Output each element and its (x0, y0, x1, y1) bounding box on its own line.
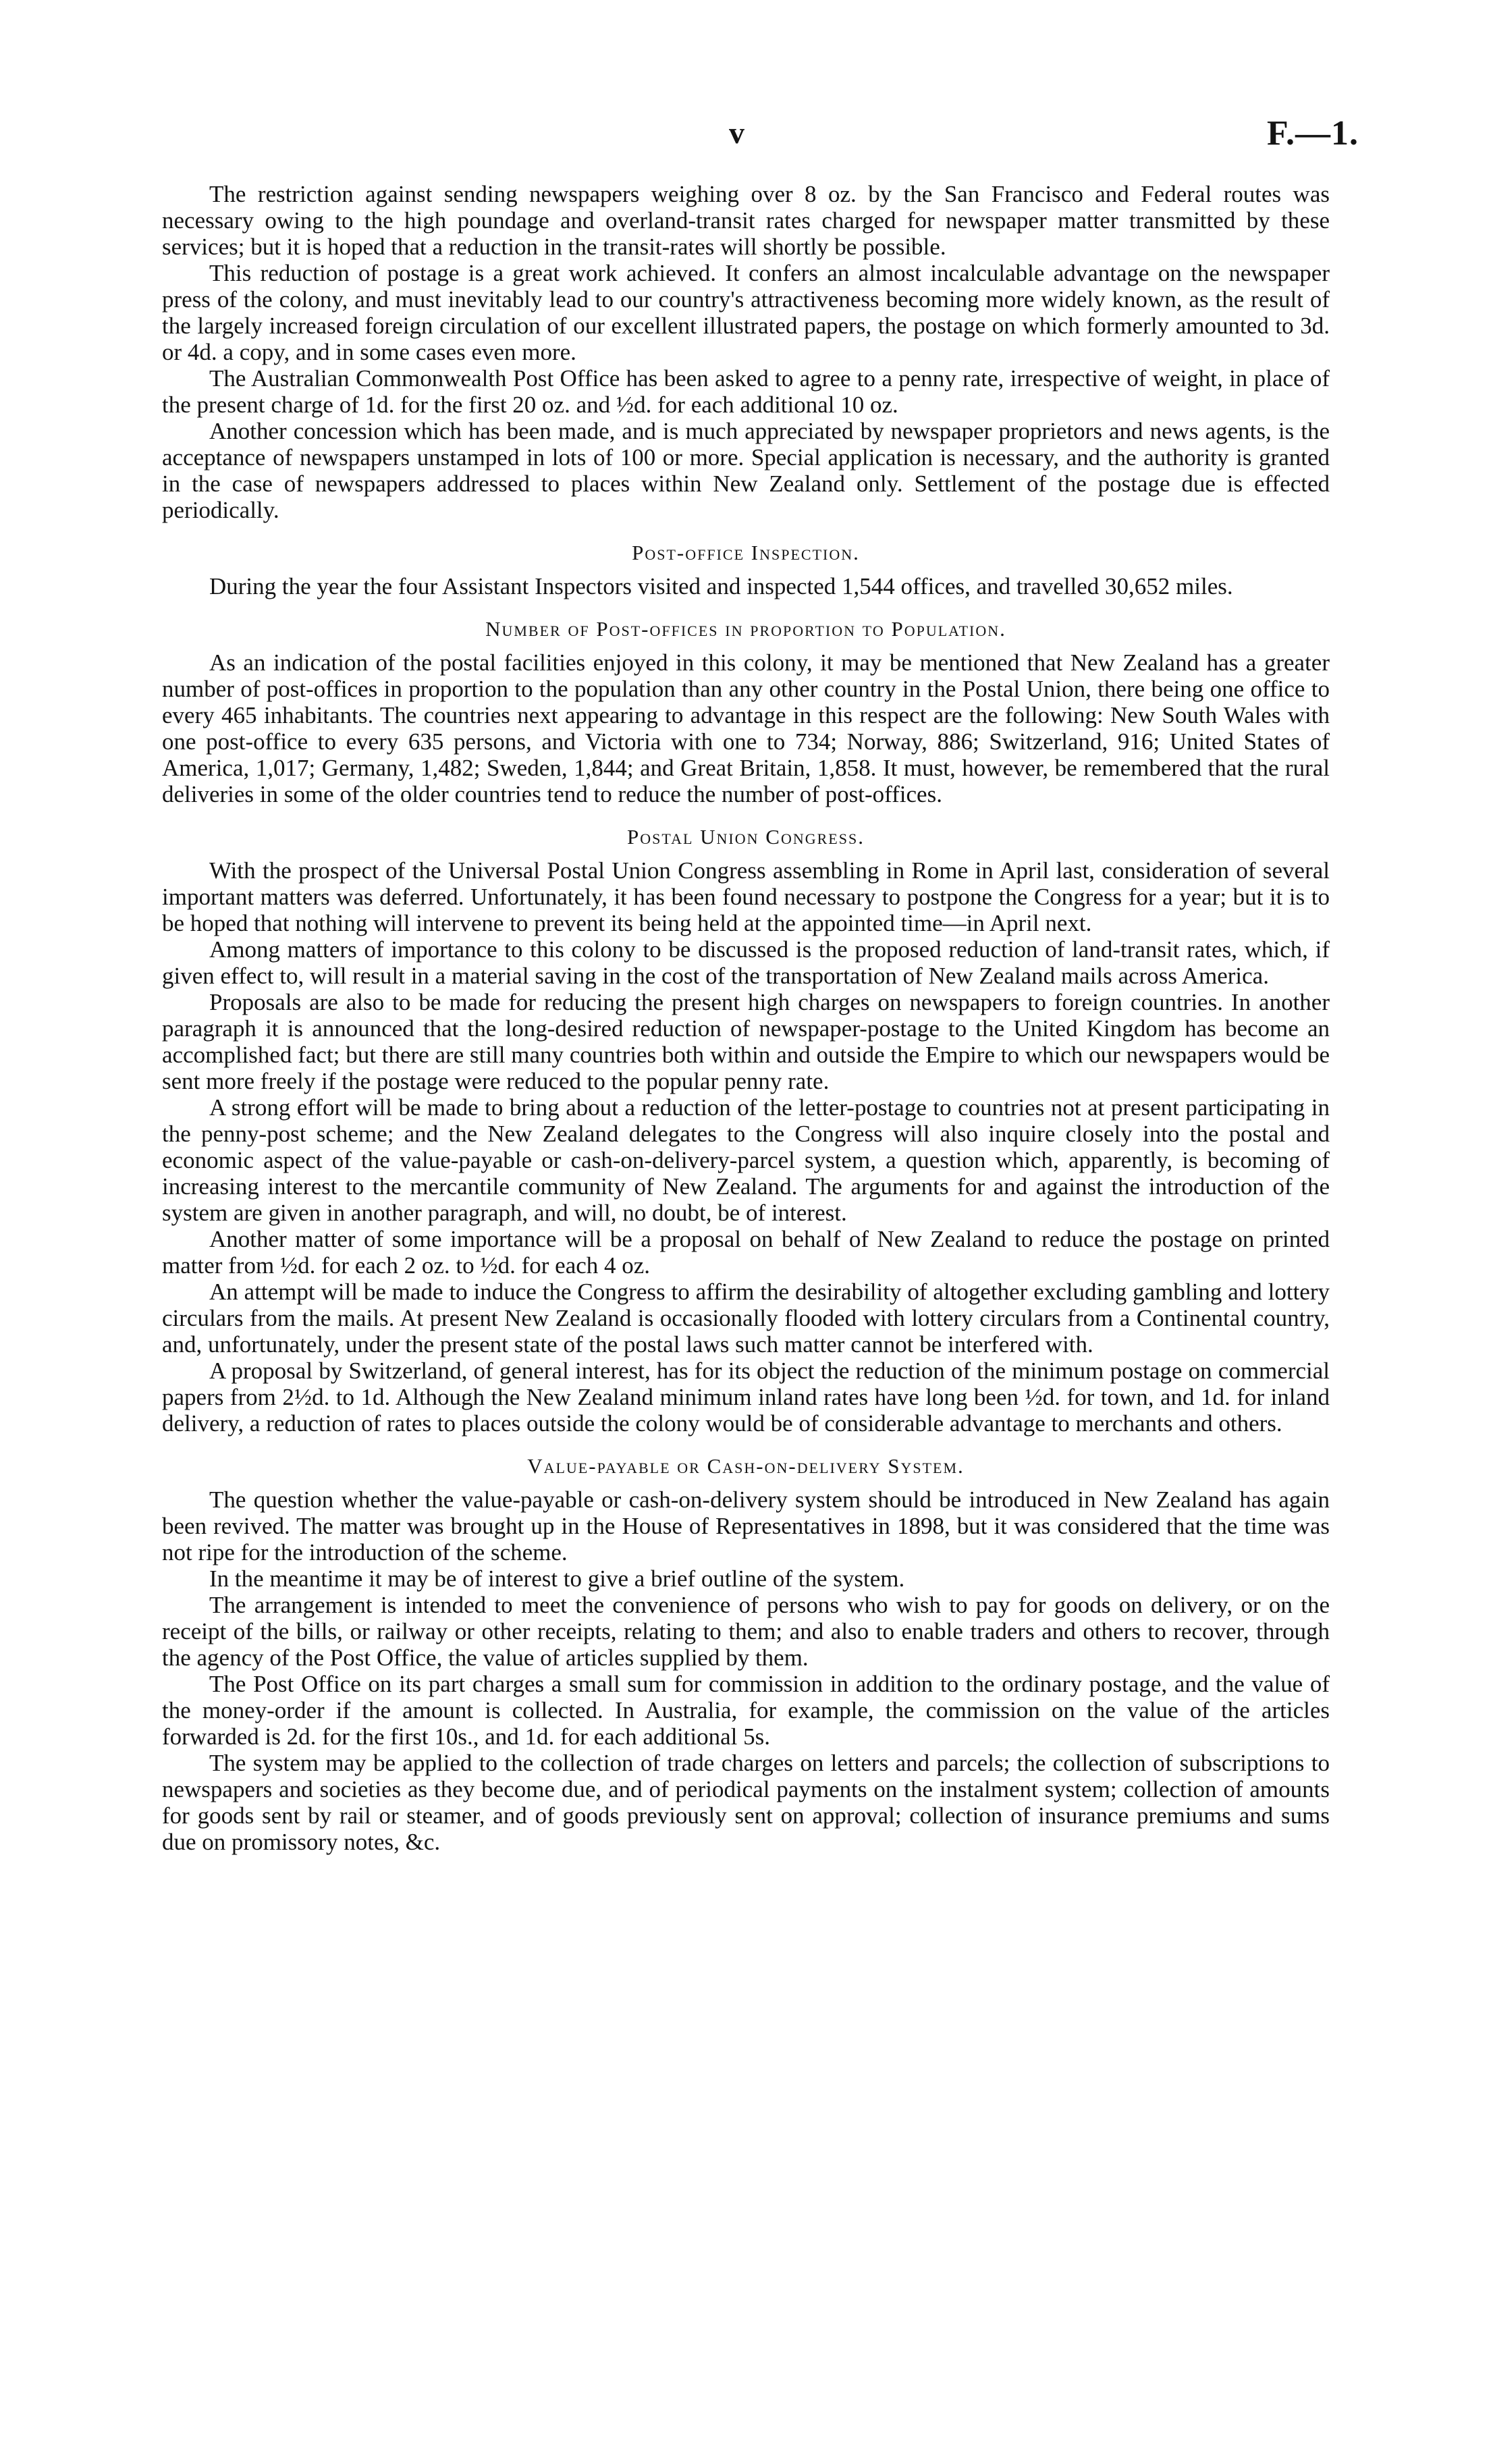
section-heading: Value-payable or Cash-on-delivery System. (527, 1454, 965, 1478)
paragraph: The question whether the value-payable or cash-on-delivery system should be introduced in New Zealand has again been revived. The matter was brought up in the House of Representatives in 1898, but it was considered that the time was not ripe for the introduction of the scheme. (162, 1487, 1330, 1565)
paragraph: A strong effort will be made to bring about a reduction of the letter-postage to countries not at present participating in the penny-post scheme; and the New Zealand delegates to the Congress will also inquire closely into the postal and economic aspect of the value-payable or cash-on-delivery-parcel system, a question which, apparently, is becoming of increasing interest to the mercantile community of New Zealand. The arguments for and against the introduction of the system are given in another paragraph, and will, no doubt, be of interest. (162, 1094, 1330, 1226)
section-postal-union-congress (162, 824, 1330, 1437)
paragraph: The Post Office on its part charges a small sum for commission in addition to the ordinary postage, and the value of the money-order if the amount is collected. In Australia, for example, the commission on the value of the articles forwarded is 2d. for the first 10s., and 1d. for each additional 5s. (162, 1671, 1330, 1750)
paragraph: The system may be applied to the collection of trade charges on letters and parcels; the collection of subscriptions to newspapers and societies as they become due, and of periodical payments on the instalment system; collection of amounts for goods sent by rail or steamer, and of goods previously sent on approval; collection of insurance premiums and sums due on promissory notes, &c. (162, 1750, 1330, 1855)
paragraph: This reduction of postage is a great work achieved. It confers an almost incalculable advantage on the newspaper press of the colony, and must inevitably lead to our country's attractiveness becoming more widely known, as the result of the largely increased foreign circulation of our excellent illustrated papers, the postage on which formerly amounted to 3d. or 4d. a copy, and in some cases even more. (162, 260, 1330, 365)
paragraph: In the meantime it may be of interest to give a brief outline of the system. (209, 1565, 905, 1592)
section-heading: Postal Union Congress. (627, 825, 865, 849)
document-reference: F.—1. (1267, 114, 1359, 153)
section-heading: Post-office Inspection. (632, 541, 860, 564)
paragraph: Among matters of importance to this colony to be discussed is the proposed reduction of land-transit rates, which, if given effect to, will result in a material saving in the cost of the transportation of New Zealand mails across America. (162, 936, 1330, 989)
paragraph: Another matter of some importance will be a proposal on behalf of New Zealand to reduce the postage on printed matter from ½d. for each 2 oz. to ½d. for each 4 oz. (162, 1226, 1330, 1279)
paragraph: The Australian Commonwealth Post Office has been asked to agree to a penny rate, irrespective of weight, in place of the present charge of 1d. for the first 20 oz. and ½d. for each additional 10 oz. (162, 365, 1330, 418)
paragraph: A proposal by Switzerland, of general interest, has for its object the reduction of the minimum postage on commercial papers from 2½d. to 1d. Although the New Zealand minimum inland rates have long been ½d. for town, and 1d. for inland delivery, a reduction of rates to places outside the colony would be of considerable advantage to merchants and others. (162, 1358, 1330, 1437)
paragraph: Another concession which has been made, and is much appreciated by newspaper proprietors and news agents, is the acceptance of newspapers unstamped in lots of 100 or more. Special application is necessary, and the authority is granted in the case of newspapers addressed to places within New Zealand only. Settlement of the postage due is effected periodically. (162, 418, 1330, 523)
paragraph: During the year the four Assistant Inspectors visited and inspected 1,544 offices, and travelled 30,652 miles. (209, 573, 1233, 599)
page-number: v (729, 115, 744, 150)
section-cash-on-delivery (162, 1453, 1330, 1855)
paragraph: As an indication of the postal facilities enjoyed in this colony, it may be mentioned that New Zealand has a greater number of post-offices in proportion to the population than any other country in the Postal Union, there being one office to every 465 inhabitants. The countries next appearing to advantage in this respect are the following: New South Wales with one post-office to every 635 persons, and Victoria with one to 734; Norway, 886; Switzerland, 916; United States of America, 1,017; Germany, 1,482; Sweden, 1,844; and Great Britain, 1,858. It must, however, be remembered that the rural deliveries in some of the older countries tend to reduce the number of post-offices. (162, 649, 1330, 807)
paragraph: Proposals are also to be made for reducing the present high charges on newspapers to foreign countries. In another paragraph it is announced that the long-desired reduction of newspaper-postage to the United Kingdom has become an accomplished fact; but there are still many countries both within and outside the Empire to which our newspapers would be sent more freely if the postage were reduced to the popular penny rate. (162, 989, 1330, 1094)
section-post-offices-population (162, 616, 1330, 807)
section-heading: Number of Post-offices in proportion to Population. (485, 617, 1006, 641)
paragraph: With the prospect of the Universal Postal Union Congress assembling in Rome in April last, consideration of several important matters was deferred. Unfortunately, it has been found necessary to postpone the Congress for a year; but it is to be hoped that nothing will intervene to prevent its being held at the appointed time—in April next. (162, 857, 1330, 936)
document-body (162, 181, 1330, 1855)
paragraph: An attempt will be made to induce the Congress to affirm the desirability of altogether excluding gambling and lottery circulars from the mails. At present New Zealand is occasionally flooded with lottery circulars from a Continental country, and, unfortunately, under the present state of the postal laws such matter cannot be interfered with. (162, 1279, 1330, 1358)
paragraph: The restriction against sending newspapers weighing over 8 oz. by the San Francisco and Federal routes was necessary owing to the high poundage and overland-transit rates charged for newspaper matter transmitted by these services; but it is hoped that a reduction in the transit-rates will shortly be possible. (162, 181, 1330, 260)
section-newspaper-postage (162, 181, 1330, 523)
section-post-office-inspection (162, 539, 1330, 599)
paragraph: The arrangement is intended to meet the convenience of persons who wish to pay for goods on delivery, or on the receipt of the bills, or railway or other receipts, relating to them; and also to enable traders and others to recover, through the agency of the Post Office, the value of articles supplied by them. (162, 1592, 1330, 1671)
